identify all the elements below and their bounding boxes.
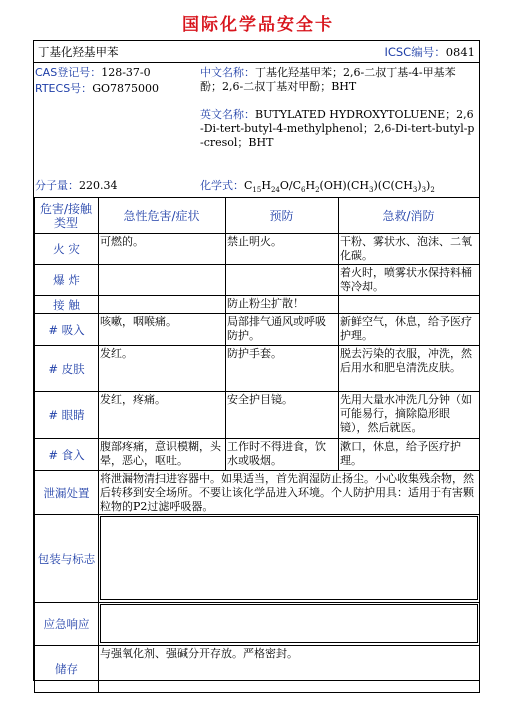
icsc-number xyxy=(384,45,475,59)
hazard-table xyxy=(34,197,480,693)
row-eyes xyxy=(35,392,480,439)
row-label: # 皮肤 xyxy=(35,346,99,392)
cell-firstaid: 脱去污染的衣服，冲洗，然后用水和肥皂清洗皮肤。 xyxy=(339,346,480,392)
cell-firstaid: 着火时，喷雾状水保持料桶等冷却。 xyxy=(339,265,480,296)
row-inhalation xyxy=(35,314,480,346)
cas-number xyxy=(35,66,151,80)
mw-label: 分子量： xyxy=(35,179,79,192)
row-label: # 眼睛 xyxy=(35,392,99,439)
rtecs-label: RTECS号： xyxy=(35,82,93,95)
col-type: 危害/接触类型 xyxy=(35,198,99,234)
row-ingestion xyxy=(35,439,480,471)
col-acute: 急性危害/症状 xyxy=(99,198,226,234)
row-skin xyxy=(35,346,480,392)
row-packaging xyxy=(35,515,480,603)
formula-value: $C_{15}H_{24}O/C_6H_2(OH)(CH_3)(C(CH_3)_3)_2$ xyxy=(244,179,435,194)
emergency-text xyxy=(100,604,478,643)
packaging-cell xyxy=(99,515,480,603)
cas-label: CAS登记号： xyxy=(35,66,102,79)
packaging-text xyxy=(100,516,478,600)
molecular-weight xyxy=(35,179,118,193)
row-label: # 吸入 xyxy=(35,314,99,346)
safety-card xyxy=(33,40,480,681)
cn-name-value: 丁基化羟基甲苯；2,6-二叔丁基-4-甲基苯酚；2,6-二叔丁基对甲酚；BHT xyxy=(200,66,456,93)
icsc-label: ICSC编号： xyxy=(384,45,446,59)
cell-prevention xyxy=(226,265,339,296)
cell-acute xyxy=(99,296,226,314)
row-label: # 食入 xyxy=(35,439,99,471)
chemical-name: 丁基化羟基甲苯 xyxy=(38,45,119,59)
en-name-value: BUTYLATED HYDROXYTOLUENE；2,6-Di-tert-butyl-4-methylphenol；2,6-Di-tert-butyl-p-cresol；BHT xyxy=(200,108,475,149)
cell-acute: 发红。 xyxy=(99,346,226,392)
cell-acute: 可燃的。 xyxy=(99,234,226,265)
cell-prevention: 禁止明火。 xyxy=(226,234,339,265)
icsc-value: 0841 xyxy=(445,45,475,59)
mw-value: 220.34 xyxy=(79,179,118,192)
cell-prevention: 防护手套。 xyxy=(226,346,339,392)
row-emergency xyxy=(35,603,480,646)
cell-firstaid: 新鲜空气，休息，给予医疗护理。 xyxy=(339,314,480,346)
spill-label: 泄漏处置 xyxy=(35,471,99,515)
cell-prevention: 工作时不得进食，饮水或吸烟。 xyxy=(226,439,339,471)
row-storage xyxy=(35,646,480,693)
header-divider xyxy=(34,62,479,63)
card-title: 国际化学品安全卡 xyxy=(182,15,334,35)
cell-prevention: 安全护目镜。 xyxy=(226,392,339,439)
spill-text: 将泄漏物清扫进容器中。如果适当，首先润湿防止扬尘。小心收集残余物，然后转移到安全场所。不要让该化学品进入环境。个人防护用具：适用于有害颗粒物的P2过滤呼吸器。 xyxy=(99,471,480,515)
cell-prevention: 局部排气通风或呼吸防护。 xyxy=(226,314,339,346)
packaging-label: 包装与标志 xyxy=(35,515,99,603)
cell-firstaid: 干粉、雾状水、泡沫、二氧化碳。 xyxy=(339,234,480,265)
rtecs-number xyxy=(35,82,159,96)
col-firstaid: 急救/消防 xyxy=(339,198,480,234)
row-contact xyxy=(35,296,480,314)
cell-firstaid: 漱口，休息，给予医疗护理。 xyxy=(339,439,480,471)
emergency-label: 应急响应 xyxy=(35,603,99,646)
row-spill xyxy=(35,471,480,515)
row-label: 爆 炸 xyxy=(35,265,99,296)
row-label: 火 灾 xyxy=(35,234,99,265)
row-fire xyxy=(35,234,480,265)
cell-prevention: 防止粉尘扩散！ xyxy=(226,296,339,314)
cell-firstaid: 先用大量水冲洗几分钟（如可能易行，摘除隐形眼镜），然后就医。 xyxy=(339,392,480,439)
cell-acute: 腹部疼痛，意识模糊，头晕，恶心，呕吐。 xyxy=(99,439,226,471)
cell-acute xyxy=(99,265,226,296)
cell-firstaid xyxy=(339,296,480,314)
rtecs-value: GO7875000 xyxy=(92,82,159,95)
row-explosion xyxy=(35,265,480,296)
cn-name-label: 中文名称： xyxy=(200,66,255,79)
chemical-formula xyxy=(200,179,435,197)
cell-acute: 咳嗽，咽喉痛。 xyxy=(99,314,226,346)
cas-value: 128-37-0 xyxy=(101,66,151,79)
storage-label: 储存 xyxy=(35,646,99,693)
chinese-name xyxy=(200,66,476,94)
col-prevention: 预防 xyxy=(226,198,339,234)
en-name-label: 英文名称： xyxy=(200,108,255,121)
table-header-row xyxy=(35,198,480,234)
cell-acute: 发红，疼痛。 xyxy=(99,392,226,439)
english-name xyxy=(200,108,476,150)
emergency-cell xyxy=(99,603,480,646)
row-label: 接 触 xyxy=(35,296,99,314)
storage-text: 与强氧化剂、强碱分开存放。严格密封。 xyxy=(99,646,480,693)
formula-label: 化学式： xyxy=(200,179,244,192)
